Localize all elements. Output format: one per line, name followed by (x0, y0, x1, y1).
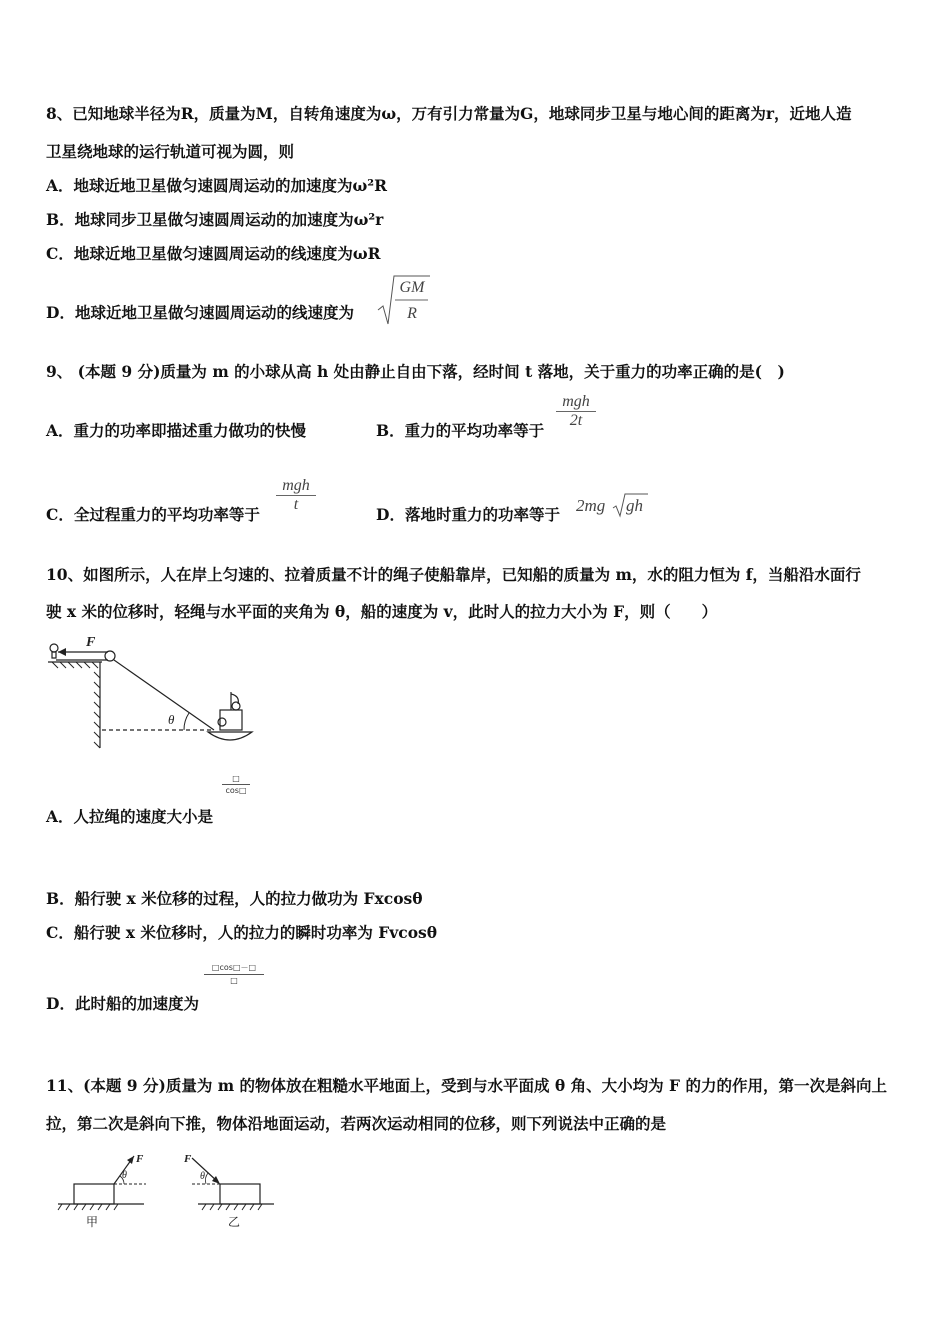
q10-d-numerator: □cos□－□ (211, 963, 257, 972)
arrow-up-right-icon (127, 1156, 134, 1164)
person-icon (50, 644, 58, 652)
q9-c-denominator: t (293, 496, 299, 513)
q8-d-numerator: GM (399, 279, 425, 296)
q11-stem-line1: 11、(本题 9 分)质量为 m 的物体放在粗糙水平地面上，受到与水平面成 θ 角、大小均为 F 的力的作用，第一次是斜向上 (46, 1076, 887, 1095)
q9-b-denominator: 2t (569, 412, 583, 429)
q9-c-fraction (276, 477, 316, 514)
q11-fig1-label: 甲 (86, 1215, 99, 1229)
q9-b-numerator: mgh (562, 393, 590, 410)
arrow-left-icon (58, 648, 66, 656)
q11-fig1-f-label: F (136, 1153, 144, 1165)
q11-fig2-theta-label: θ (200, 1171, 205, 1182)
q11-fig2-f-label: F (184, 1153, 192, 1165)
q11-figure-yi (178, 1148, 278, 1238)
q8-option-a: A．地球近地卫星做匀速圆周运动的加速度为ω²R (46, 176, 387, 195)
q8-d-denominator: R (407, 305, 417, 322)
q8-d-sqrt-formula (376, 274, 432, 326)
q10-option-d: D．此时船的加速度为 (46, 994, 199, 1013)
block-icon (74, 1184, 114, 1204)
q10-fig-theta-label: θ (168, 712, 175, 727)
boat-icon (208, 692, 252, 740)
q8-stem-line2: 卫星绕地球的运行轨道可视为圆，则 (46, 142, 295, 161)
q10-stem-line2: 驶 x 米的位移时，轻绳与水平面的夹角为 θ，船的速度为 v，此时人的拉力大小为 F，则（ ） (46, 602, 718, 621)
q11-fig1-theta-label: θ (122, 1170, 127, 1181)
q10-boat-figure (44, 632, 264, 752)
block-icon (220, 1184, 260, 1204)
q9-stem: 9、 (本题 9 分)质量为 m 的小球从高 h 处由静止自由下落，经时间 t 落地，关于重力的功率正确的是( ) (46, 362, 785, 381)
q10-option-a: A．人拉绳的速度大小是 (46, 807, 214, 826)
q10-option-c: C．船行驶 x 米位移时，人的拉力的瞬时功率为 Fvcosθ (46, 923, 438, 942)
q10-d-denominator: □ (230, 976, 238, 985)
q10-fig-f-label: F (86, 635, 96, 650)
q9-option-a: A．重力的功率即描述重力做功的快慢 (46, 421, 307, 440)
q8-stem-line1: 8、已知地球半径为R，质量为M，自转角速度为ω，万有引力常量为G，地球同步卫星与地心间的距离为r，近地人造 (46, 104, 852, 123)
q11-fig2-label: 乙 (228, 1215, 241, 1229)
q9-b-fraction (556, 393, 596, 430)
q9-option-b: B．重力的平均功率等于 (376, 421, 545, 440)
q11-stem-line2: 拉，第二次是斜向下推，物体沿地面运动，若两次运动相同的位移，则下列说法中正确的是 (46, 1114, 667, 1133)
q10-stem-line1: 10、如图所示，人在岸上匀速的、拉着质量不计的绳子使船靠岸，已知船的质量为 m，水的阻力恒为 f，当船沿水面行 (46, 565, 861, 584)
q9-d-formula (576, 492, 656, 518)
q11-figure-jia (54, 1148, 154, 1238)
pulley-icon (105, 651, 115, 661)
q8-option-c: C．地球近地卫星做匀速圆周运动的线速度为ωR (46, 244, 381, 263)
q9-d-expr: 2mg (576, 496, 606, 515)
q9-option-c: C．全过程重力的平均功率等于 (46, 505, 260, 524)
q10-a-fraction (222, 774, 250, 795)
q8-option-d: D．地球近地卫星做匀速圆周运动的线速度为 (46, 303, 354, 322)
q10-a-numerator: □ (232, 774, 240, 783)
q9-d-root: gh (626, 496, 643, 515)
q8-option-b: B．地球同步卫星做匀速圆周运动的加速度为ω²r (46, 210, 384, 229)
q10-a-denominator: cos□ (225, 786, 247, 795)
sqrt-sign-icon (576, 492, 656, 518)
q10-option-b: B．船行驶 x 米位移的过程，人的拉力做功为 Fxcosθ (46, 889, 423, 908)
q9-c-numerator: mgh (282, 477, 310, 494)
q9-option-d: D．落地时重力的功率等于 (376, 505, 560, 524)
q10-d-fraction (204, 962, 264, 985)
